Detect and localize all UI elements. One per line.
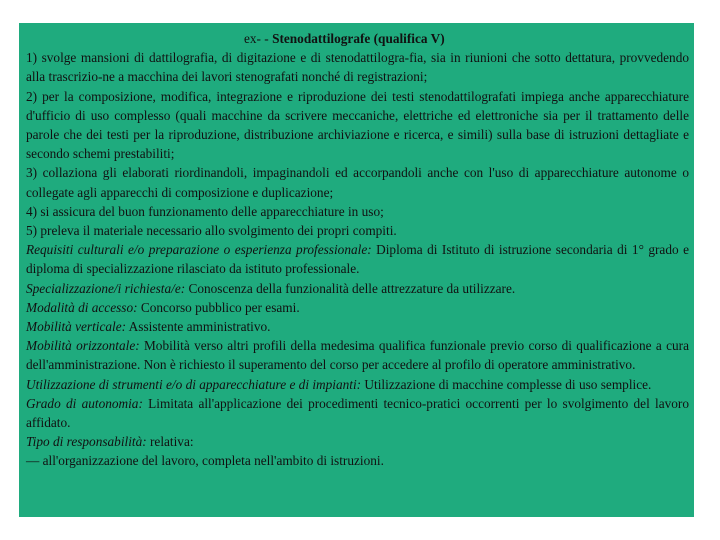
duty-2: 2) per la composizione, modifica, integrazione e riproduzione dei testi stenodattilografati impiega anche apparecchiature d'ufficio di uso complesso (quali macchine da scrivere meccaniche, elettriche ed elettroniche sia per il trattamento delle parole che dei testi per la riproduzione, distribuzione archiviazione e ricerca, e simili) sulla base di istruzioni dettagliate e secondo schemi prestabiliti; bbox=[26, 88, 689, 162]
document-panel bbox=[19, 23, 694, 517]
field-label: Mobilità verticale: bbox=[26, 319, 127, 335]
field-value: Assistente amministrativo. bbox=[126, 319, 271, 335]
field-label: Tipo di responsabilità: bbox=[26, 434, 147, 450]
closing-line: — all'organizzazione del lavoro, completa nell'ambito di istruzioni. bbox=[26, 453, 384, 469]
page-title: Stenodattilografe (qualifica V) bbox=[272, 31, 445, 46]
field-utilizzazione-strumenti bbox=[26, 375, 689, 394]
title-prefix: ex- - bbox=[244, 31, 273, 46]
field-label: Mobilità orizzontale: bbox=[26, 338, 140, 354]
field-value: Diploma di Istituto di istruzione secondaria di 1° grado e diploma di specializzazione rilasciato da istituto professionale. bbox=[26, 242, 689, 277]
field-value: Limitata all'applicazione dei procedimenti tecnico-pratici occorrenti per lo svolgimento del lavoro affidato. bbox=[26, 395, 689, 431]
duty-4: 4) si assicura del buon funzionamento delle apparecchiature in uso; bbox=[26, 203, 384, 219]
field-label: Specializzazione/i richiesta/e: bbox=[26, 280, 186, 296]
field-label: Requisiti culturali e/o preparazione o esperienza professionale: bbox=[26, 242, 372, 258]
duty-5: 5) preleva il materiale necessario allo svolgimento dei propri compiti. bbox=[26, 223, 397, 239]
field-value: relativa: bbox=[146, 434, 194, 450]
field-modalita-accesso bbox=[26, 298, 689, 317]
field-label: Grado di autonomia: bbox=[26, 395, 143, 411]
field-value: Concorso pubblico per esami. bbox=[137, 299, 300, 315]
field-label: Utilizzazione di strumenti e/o di apparecchiature e di impianti: bbox=[26, 376, 362, 392]
field-requisiti bbox=[26, 240, 689, 278]
field-value: Mobilità verso altri profili della medesima qualifica funzionale previo corso di qualificazione a cura dell'amministrazione. Non è richiesto il superamento del corso per accedere al profilo di operatore amministrativo. bbox=[26, 338, 689, 373]
title-line bbox=[26, 29, 689, 48]
field-tipo-responsabilita bbox=[26, 432, 689, 451]
field-mobilita-verticale bbox=[26, 317, 689, 336]
field-value: Conoscenza della funzionalità delle attrezzature da utilizzare. bbox=[185, 280, 516, 296]
duty-3: 3) collaziona gli elaborati riordinandoli, impaginandoli ed accorpandoli anche con l'uso di apparecchiature autonome o collegate agli apparecchi di composizione e duplicazione; bbox=[26, 165, 689, 200]
duty-1: 1) svolge mansioni di dattilografia, di digitazione e di stenodattilogra-fia, sia in riunioni che sotto dettatura, provvedendo alla trascrizio-ne a macchina dei lavori stenografati nonché di registrazioni; bbox=[26, 50, 689, 85]
field-grado-autonomia bbox=[26, 394, 689, 432]
field-specializzazione bbox=[26, 279, 689, 298]
field-mobilita-orizzontale bbox=[26, 336, 689, 374]
field-value: Utilizzazione di macchine complesse di uso semplice. bbox=[361, 376, 652, 392]
field-label: Modalità di accesso: bbox=[26, 299, 138, 315]
